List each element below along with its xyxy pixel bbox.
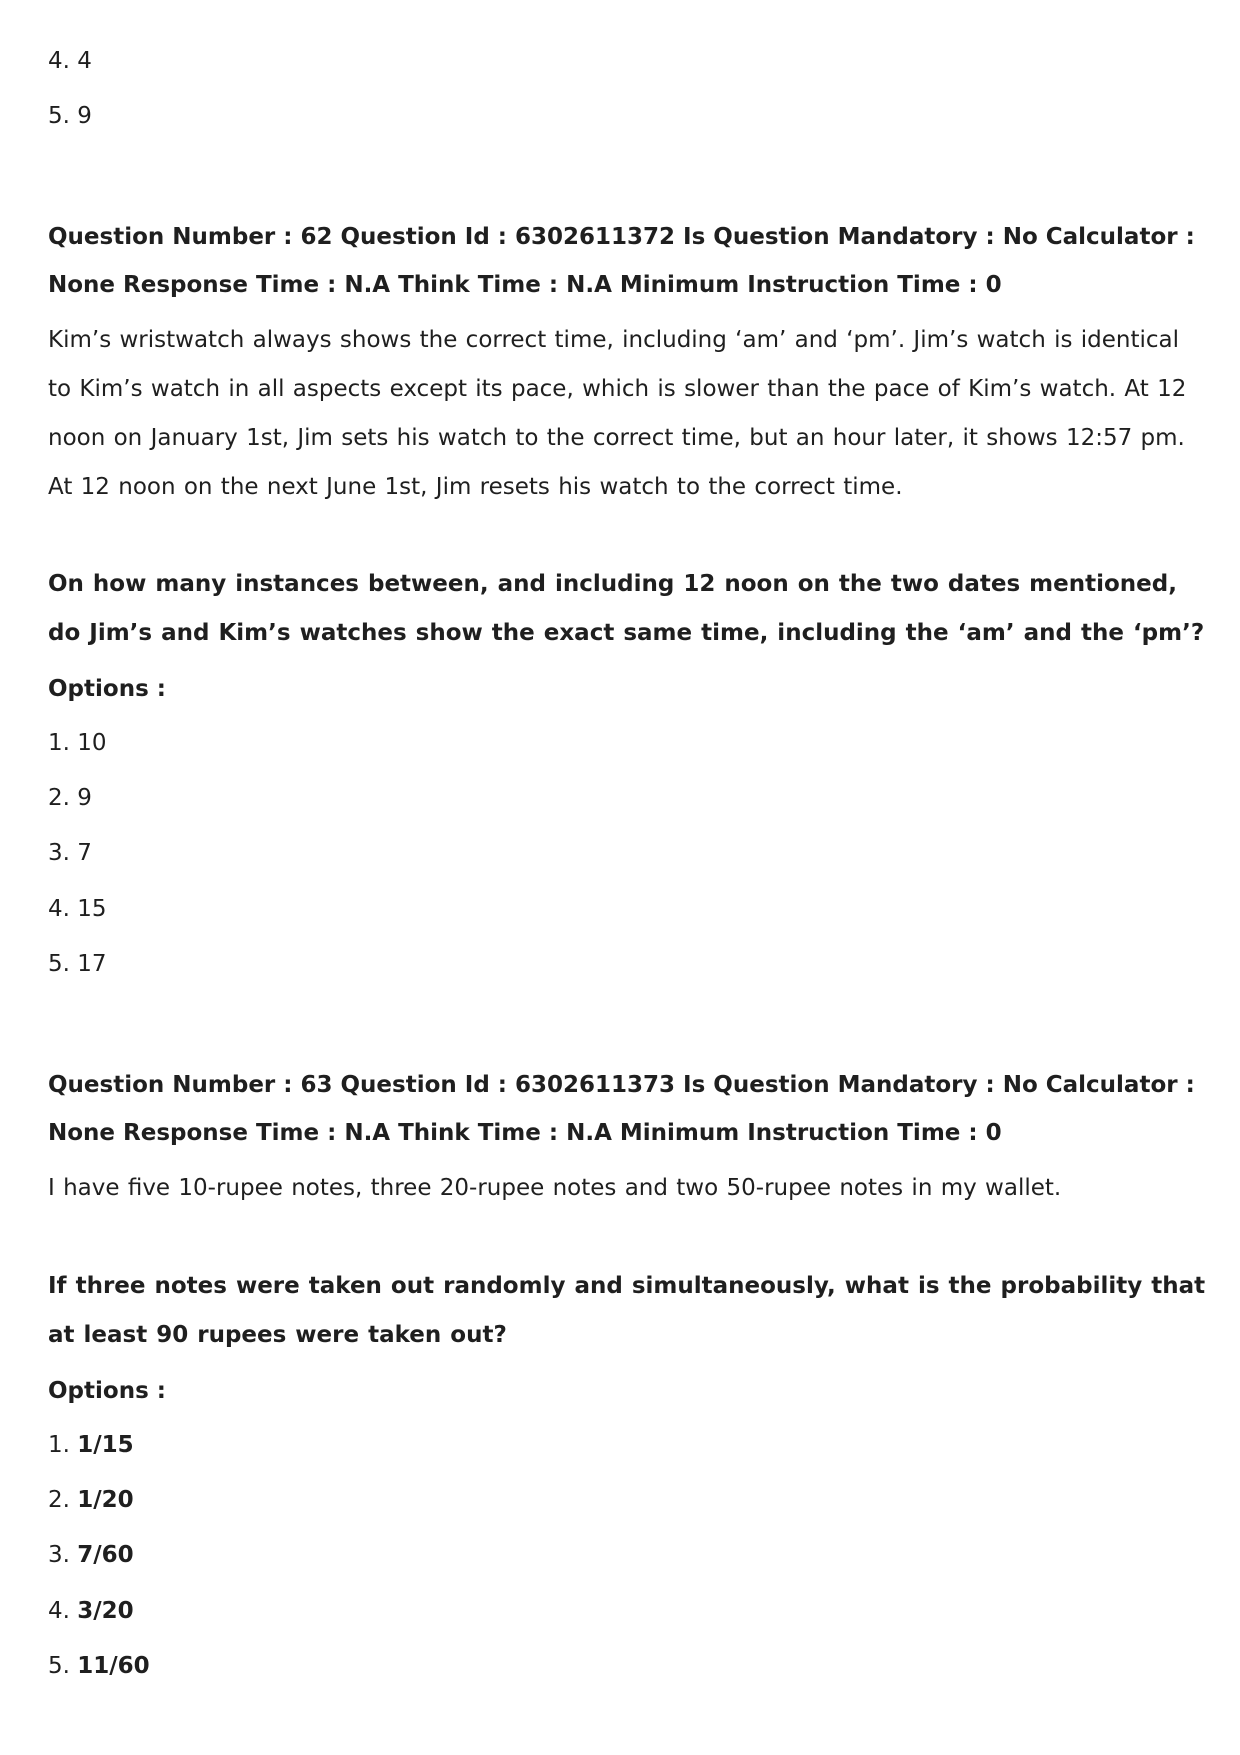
- option-item: [48, 783, 92, 813]
- option-number: 5.: [48, 1653, 70, 1679]
- option-item: [48, 101, 92, 131]
- option-value: 7/60: [77, 1542, 134, 1568]
- option-item: [48, 1430, 134, 1460]
- question-header-line: Question Number : 63 Question Id : 6302611373 Is Question Mandatory : No Calculator :: [48, 1072, 1195, 1098]
- option-item: [48, 894, 107, 924]
- option-item: [48, 1651, 150, 1681]
- option-number: 4.: [48, 1598, 70, 1624]
- option-item: [48, 949, 107, 979]
- option-number: 2.: [48, 785, 70, 811]
- options-label: Options :: [48, 676, 166, 702]
- option-value: 7: [77, 840, 92, 866]
- question-body: Kim’s wristwatch always shows the correct time, including ‘am’ and ‘pm’. Jim’s watch is identical to Kim’s watch in all aspects except its pace, which is slower than the pace of Kim’s watch. At 12 noon on January 1st, Jim sets his watch to the correct time, but an hour later, it shows 12:57 pm. At 12 noon on the next June 1st, Jim resets his watch to the correct time.: [48, 327, 1187, 500]
- option-number: 2.: [48, 1487, 70, 1513]
- option-item: [48, 1596, 134, 1626]
- option-number: 5.: [48, 951, 70, 977]
- option-value: 9: [77, 785, 92, 811]
- option-item: [48, 838, 92, 868]
- option-item: [48, 728, 107, 758]
- option-value: 3/20: [77, 1598, 134, 1624]
- option-item: [48, 1540, 134, 1570]
- option-value: 10: [77, 730, 107, 756]
- option-value: 17: [77, 951, 107, 977]
- options-label: Options :: [48, 1378, 166, 1404]
- option-number: 5.: [48, 103, 70, 129]
- question-header-line: Question Number : 62 Question Id : 6302611372 Is Question Mandatory : No Calculator :: [48, 224, 1195, 250]
- option-value: 1/15: [77, 1432, 134, 1458]
- question-body: I have five 10-rupee notes, three 20-rupee notes and two 50-rupee notes in my wallet.: [48, 1175, 1062, 1201]
- option-number: 3.: [48, 840, 70, 866]
- option-value: 11/60: [77, 1653, 150, 1679]
- option-value: 1/20: [77, 1487, 134, 1513]
- option-number: 4.: [48, 896, 70, 922]
- question-header-line: None Response Time : N.A Think Time : N.A Minimum Instruction Time : 0: [48, 272, 1002, 298]
- option-number: 4.: [48, 48, 70, 74]
- option-item: [48, 1485, 134, 1515]
- question-header-line: None Response Time : N.A Think Time : N.A Minimum Instruction Time : 0: [48, 1120, 1002, 1146]
- option-number: 3.: [48, 1542, 70, 1568]
- option-number: 1.: [48, 730, 70, 756]
- option-value: 15: [77, 896, 107, 922]
- question-prompt: On how many instances between, and including 12 noon on the two dates mentioned, do Jim’s and Kim’s watches show the exact same time, including the ‘am’ and the ‘pm’?: [48, 571, 1205, 646]
- option-item: [48, 46, 92, 76]
- option-value: 4: [77, 48, 92, 74]
- document-page: [48, 0, 1208, 1755]
- option-number: 1.: [48, 1432, 70, 1458]
- question-prompt: If three notes were taken out randomly and simultaneously, what is the probability that at least 90 rupees were taken out?: [48, 1273, 1206, 1348]
- option-value: 9: [77, 103, 92, 129]
